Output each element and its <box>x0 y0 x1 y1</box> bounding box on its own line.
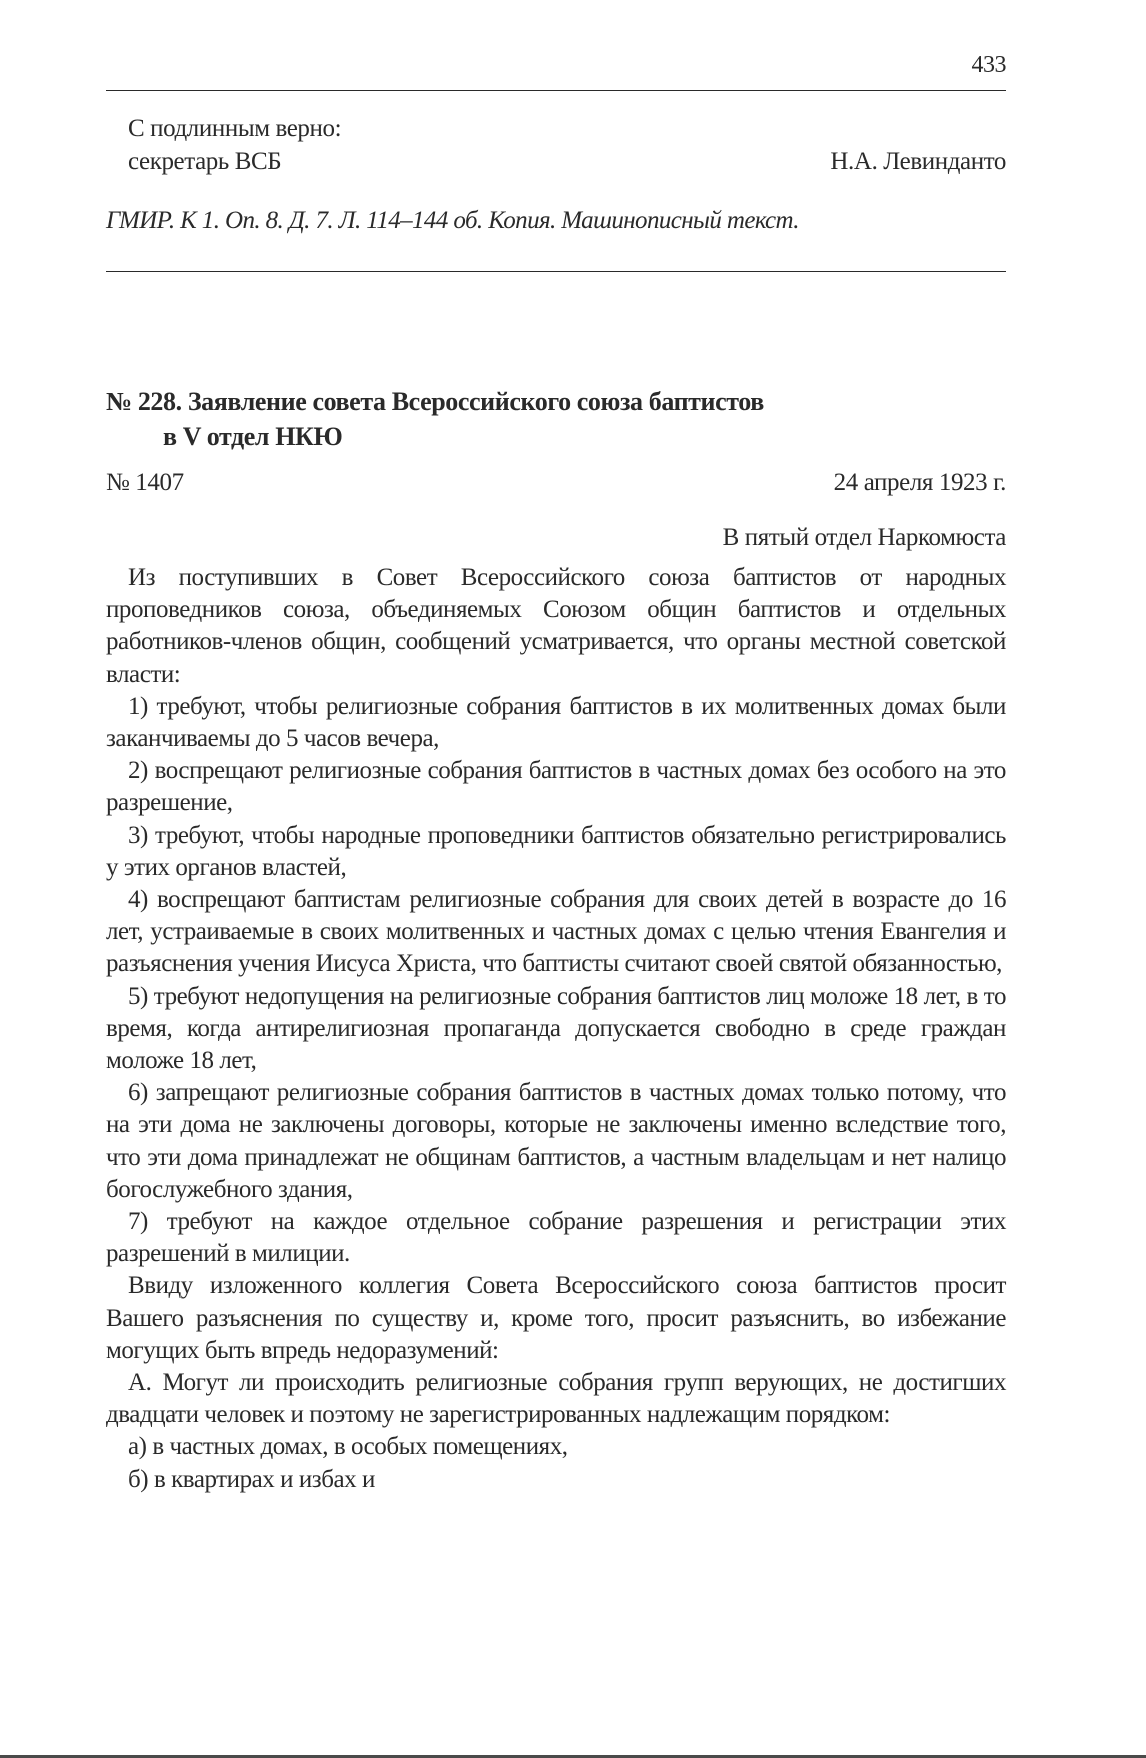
signature-block <box>106 112 1006 178</box>
archive-source-note: ГМИР. К 1. Оп. 8. Д. 7. Л. 114–144 об. Копия. Машинописный текст. <box>106 207 799 234</box>
sub-list-item: а) в частных домах, в особых помещениях, <box>128 1433 568 1461</box>
list-item: 4) воспрещают баптистам религиозные собрания для своих детей в возрасте до 16 лет, устраиваемые в своих молитвенных и частных домах с целью чтения Евангелия и разъяснения учения Иисуса Христа, что баптисты считают своей святой обязанностью, <box>106 886 1006 978</box>
body-paragraph: А. Могут ли происходить религиозные собрания групп верующих, не достигших двадцати человек и поэтому не зарегистрированных надлежащим порядком: <box>106 1369 1006 1429</box>
list-item: 1) требуют, чтобы религиозные собрания баптистов в их молитвенных домах были заканчиваемы до 5 часов вечера, <box>106 692 1006 753</box>
list-item: 5) требуют недопущения на религиозные собрания баптистов лиц моложе 18 лет, в то время, когда антирелигиозная пропаганда допускается свободно в среде граждан моложе 18 лет, <box>106 982 1006 1075</box>
document-title-line1: № 228. Заявление совета Всероссийского союза баптистов <box>106 387 764 416</box>
document-title-line2: в V отдел НКЮ <box>163 422 343 451</box>
document-addressee: В пятый отдел Наркомюста <box>722 524 1006 551</box>
body-paragraph: Из поступивших в Совет Всероссийского союза баптистов от народных проповедников союза, объединяемых Союзом общин баптистов и отдельных работников-членов общин, сообщений усматривается, что органы местной советской власти: <box>106 564 1006 688</box>
document-body <box>106 562 1006 1496</box>
list-item: 2) воспрещают религиозные собрания баптистов в частных домах без особого на это разрешение, <box>106 757 1006 817</box>
document-date: 24 апреля 1923 г. <box>833 469 1006 496</box>
list-item: 7) требуют на каждое отдельное собрание разрешения и регистрации этих разрешений в милиции. <box>106 1208 1006 1268</box>
page-number: 433 <box>971 52 1006 78</box>
signatory-name: Н.А. Левинданто <box>830 148 1006 175</box>
document-ref-number: № 1407 <box>106 469 184 496</box>
header-rule <box>106 90 1006 91</box>
signatory-position: секретарь ВСБ <box>128 148 282 175</box>
document-title <box>106 384 1006 454</box>
document-meta <box>106 469 1006 497</box>
sub-list-item: б) в квартирах и избах и <box>128 1465 375 1493</box>
certification-text: С подлинным верно: <box>128 115 342 142</box>
body-paragraph: Ввиду изложенного коллегия Совета Всероссийского союза баптистов просит Вашего разъяснения по существу и, кроме того, просит разъяснить, во избежание могущих быть впредь недоразумений: <box>106 1272 1006 1364</box>
section-divider <box>106 271 1006 272</box>
certification-row <box>106 112 1006 145</box>
signatory-row <box>106 145 1006 178</box>
list-item: 3) требуют, чтобы народные проповедники баптистов обязательно регистрировались у этих органов властей, <box>106 821 1006 881</box>
list-item: 6) запрещают религиозные собрания баптистов в частных домах только потому, что на эти дома не заключены договоры, которые не заключены именно вследствие того, что эти дома принадлежат не общинам баптистов, а частным владельцам и нет налицо богослужебного здания, <box>106 1079 1006 1203</box>
